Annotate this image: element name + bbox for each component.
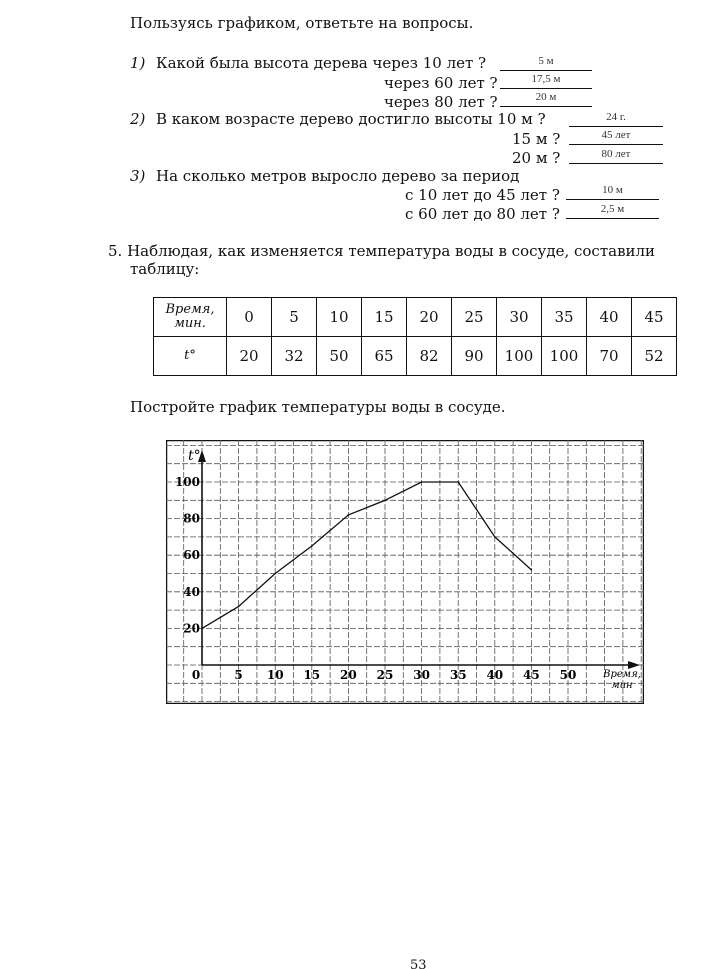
q1-line3: через 80 лет ? bbox=[384, 93, 498, 111]
data-point bbox=[384, 500, 386, 502]
q2-answer-3[interactable]: 80 лет bbox=[569, 147, 663, 164]
temperature-table bbox=[153, 297, 677, 376]
y-axis-label: t° bbox=[188, 448, 201, 464]
y-tick-label: 40 bbox=[183, 584, 200, 599]
temp-cell: 65 bbox=[362, 337, 407, 376]
q2-answer-2[interactable]: 45 лет bbox=[569, 128, 663, 145]
temp-cell: 50 bbox=[317, 337, 362, 376]
data-point bbox=[457, 481, 459, 483]
time-cell: 45 bbox=[632, 298, 677, 337]
time-cell: 30 bbox=[497, 298, 542, 337]
time-cell: 5 bbox=[272, 298, 317, 337]
temp-cell: 32 bbox=[272, 337, 317, 376]
q3-line3: с 60 лет до 80 лет ? bbox=[405, 205, 560, 223]
temp-cell: 82 bbox=[407, 337, 452, 376]
time-cell: 15 bbox=[362, 298, 407, 337]
data-point bbox=[531, 569, 533, 571]
time-header bbox=[154, 298, 227, 337]
x-axis-label: мин bbox=[611, 680, 633, 691]
y-tick-label: 20 bbox=[183, 621, 200, 636]
x-tick-label: 40 bbox=[486, 668, 504, 682]
x-tick-label: 15 bbox=[303, 668, 321, 682]
time-cell: 40 bbox=[587, 298, 632, 337]
data-point bbox=[311, 545, 313, 547]
task5-line1: 5. Наблюдая, как изменяется температура воды в сосуде, составили bbox=[108, 242, 656, 260]
time-header-1: Время, bbox=[165, 302, 215, 317]
q3-text: На сколько метров выросло дерево за период bbox=[156, 167, 520, 185]
intro-text: Пользуясь графиком, ответьте на вопросы. bbox=[130, 14, 474, 32]
temp-cell: 20 bbox=[227, 337, 272, 376]
x-axis-arrow-icon bbox=[628, 661, 640, 669]
time-cell: 35 bbox=[542, 298, 587, 337]
q1-answer-3[interactable]: 20 м bbox=[500, 90, 592, 107]
q3-line2: с 10 лет до 45 лет ? bbox=[405, 186, 560, 204]
q2-text: В каком возрасте дерево достигло высоты 10 м ? bbox=[156, 110, 546, 128]
temp-cell: 52 bbox=[632, 337, 677, 376]
data-point bbox=[201, 628, 203, 630]
x-tick-label: 5 bbox=[234, 668, 243, 682]
data-point bbox=[494, 536, 496, 538]
time-header-2: мин. bbox=[174, 316, 206, 331]
task5-line2: таблицу: bbox=[130, 260, 200, 278]
temp-cell: 90 bbox=[452, 337, 497, 376]
data-point bbox=[348, 514, 350, 516]
q1-line2: через 60 лет ? bbox=[384, 74, 498, 92]
temp-cell: 70 bbox=[587, 337, 632, 376]
page-number: 53 bbox=[410, 958, 427, 969]
y-tick-label: 60 bbox=[183, 548, 200, 563]
temp-cell: 100 bbox=[542, 337, 587, 376]
x-tick-label: 10 bbox=[266, 668, 284, 682]
temp-header: t° bbox=[154, 337, 227, 376]
x-tick-label: 50 bbox=[559, 668, 577, 682]
q1-text: Какой была высота дерева через 10 лет ? bbox=[156, 54, 487, 72]
x-tick-label: 35 bbox=[449, 668, 467, 682]
data-point bbox=[421, 481, 423, 483]
q2-answer-1[interactable]: 24 г. bbox=[569, 110, 663, 127]
time-cell: 0 bbox=[227, 298, 272, 337]
q3-number: 3) bbox=[130, 167, 146, 185]
time-cell: 10 bbox=[317, 298, 362, 337]
chart-frame bbox=[167, 441, 644, 704]
x-tick-label: 45 bbox=[523, 668, 540, 682]
data-point bbox=[274, 573, 276, 575]
temperature-chart bbox=[166, 440, 644, 704]
x-axis-label: Время, bbox=[603, 669, 641, 680]
x-tick-label: 20 bbox=[340, 668, 357, 682]
y-tick-label: 80 bbox=[183, 511, 200, 526]
time-cell: 20 bbox=[407, 298, 452, 337]
x-tick-label: 0 bbox=[191, 668, 201, 682]
time-cell: 25 bbox=[452, 298, 497, 337]
q1-answer-2[interactable]: 17,5 м bbox=[500, 72, 592, 89]
q1-answer-1[interactable]: 5 м bbox=[500, 54, 592, 71]
q2-line2: 15 м ? bbox=[512, 130, 561, 148]
build-instruction: Постройте график температуры воды в сосуде. bbox=[130, 398, 506, 416]
q1-number: 1) bbox=[130, 54, 146, 72]
q2-line3: 20 м ? bbox=[512, 149, 561, 167]
temp-row bbox=[154, 337, 677, 376]
y-tick-label: 100 bbox=[174, 475, 200, 489]
q3-answer-1[interactable]: 10 м bbox=[566, 183, 659, 200]
temp-cell: 100 bbox=[497, 337, 542, 376]
time-row bbox=[154, 298, 677, 337]
x-tick-label: 25 bbox=[376, 668, 394, 682]
data-point bbox=[238, 606, 240, 608]
q3-answer-2[interactable]: 2,5 м bbox=[566, 202, 659, 219]
q2-number: 2) bbox=[130, 110, 146, 128]
x-tick-label: 30 bbox=[413, 668, 430, 682]
